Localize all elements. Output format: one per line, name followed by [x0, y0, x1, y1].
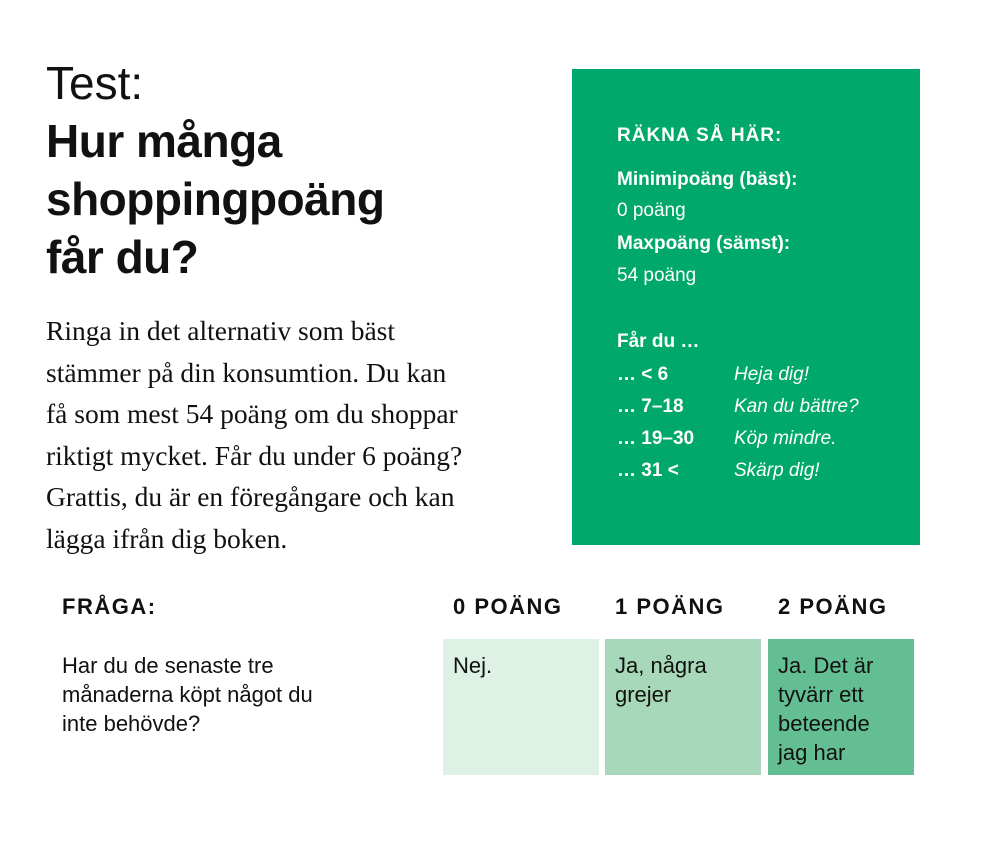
intro-line: riktigt mycket. Får du under 6 poäng? [46, 439, 463, 471]
answer-2-points[interactable] [768, 639, 914, 775]
answer-line: tyvärr ett [778, 682, 864, 707]
answer-line: Ja. Det är [778, 653, 874, 678]
title-line: shoppingpoäng [46, 173, 385, 225]
intro-line: Grattis, du är en föregångare och kan [46, 481, 455, 512]
scoring-heading: RÄKNA SÅ HÄR: [617, 125, 783, 146]
intro-line: lägga ifrån dig boken. [46, 522, 288, 554]
title-line: får du? [46, 231, 199, 283]
min-score-value: 0 poäng [617, 200, 686, 221]
title-prefix: Test: [46, 57, 144, 109]
header-question: FRÅGA: [62, 594, 157, 619]
question-line: Har du de senaste tre [62, 653, 274, 678]
range-message: Heja dig! [734, 364, 809, 385]
question-line: inte behövde? [62, 711, 201, 736]
header-2-points: 2 POÄNG [778, 594, 888, 619]
header-0-points: 0 POÄNG [453, 594, 563, 619]
answer-line: Ja, några [615, 653, 707, 678]
range-label: … 19–30 [617, 428, 695, 449]
answer-line: Nej. [453, 653, 493, 678]
title-line: Hur många [46, 115, 282, 167]
intro-line: stämmer på din konsumtion. Du kan [46, 356, 447, 388]
range-message: Kan du bättre? [734, 396, 859, 417]
max-score-value: 54 poäng [617, 265, 697, 286]
intro-line: få som mest 54 poäng om du shoppar [46, 398, 458, 429]
answer-line: grejer [615, 682, 672, 707]
page-title [46, 112, 516, 286]
range-message: Skärp dig! [734, 460, 820, 481]
max-score-label: Maxpoäng (sämst): [617, 233, 791, 254]
answer-1-point[interactable] [605, 639, 761, 775]
answer-0-points[interactable] [443, 639, 599, 775]
answer-line: jag har [778, 740, 846, 765]
intro-line: Ringa in det alternativ som bäst [46, 315, 396, 346]
question-text [62, 651, 392, 738]
intro-paragraph [46, 310, 546, 559]
min-score-label: Minimipoäng (bäst): [617, 169, 798, 190]
answer-line: beteende [778, 711, 870, 736]
question-line: månaderna köpt något du [62, 682, 313, 707]
header-1-point: 1 POÄNG [615, 594, 725, 619]
ranges-intro: Får du … [617, 331, 700, 352]
range-label: … < 6 [617, 364, 669, 385]
range-label: … 31 < [617, 460, 679, 481]
range-label: … 7–18 [617, 396, 684, 417]
range-message: Köp mindre. [734, 428, 837, 449]
scoring-box [572, 69, 920, 545]
